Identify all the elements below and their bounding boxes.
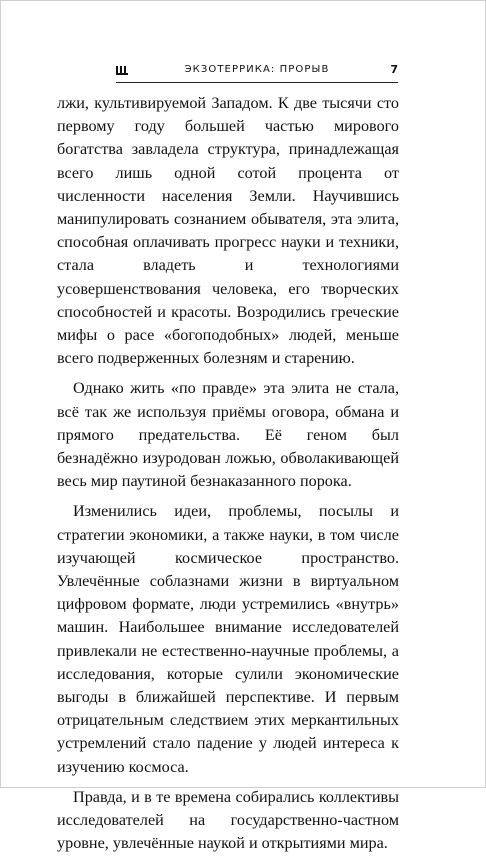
running-header bbox=[116, 62, 398, 78]
paragraph: Изменились идеи, проблемы, посылы и стратегии экономики, а также науки, в том числе изучающей космическое пространство. Увлечённые соблазнами жизни в виртуальном цифровом формате, люди устремились «внутрь» машин. Наибольшее внимание исследователей привлекали не естественно-научные проблемы, а исследования, которые сулили экономические выгоды в ближайшей перспективе. И первым отрицательным следствием этих меркантильных устремлений стало падение у людей интереса к изучению космоса. bbox=[57, 502, 399, 776]
paragraph: Правда, и в те времена собирались коллективы исследователей на государственно-частном уровне, увлечённые наукой и открытиями мира. bbox=[57, 787, 399, 853]
paragraph: Однако жить «по правде» эта элита не стала, всё так же используя приёмы оговора, обмана и прямого предательства. Её геном был безнадёжно изуродован ложью, обволакивающей весь мир паутиной безнаказанного порока. bbox=[57, 379, 399, 491]
header-rule bbox=[116, 82, 398, 83]
running-title: ЭКЗОТЕРРИКА: ПРОРЫВ bbox=[184, 64, 330, 75]
page-number: 7 bbox=[390, 63, 398, 76]
body-text bbox=[57, 92, 399, 856]
paragraph: лжи, культивируемой Западом. К две тысячи сто первому году большей частью мирового богатства завладела структура, принадлежащая всего лишь одной сотой процента от численности населения Земли. Научившись манипулировать сознанием обывателя, эта элита, способная оплачивать прогресс науки и техники, стала владеть и технологиями усовершенствования человека, его творческих способностей и красоты. Возродились греческие мифы о расе «богоподобных» людей, меньше всего подверженных болезням и старению. bbox=[57, 94, 399, 368]
